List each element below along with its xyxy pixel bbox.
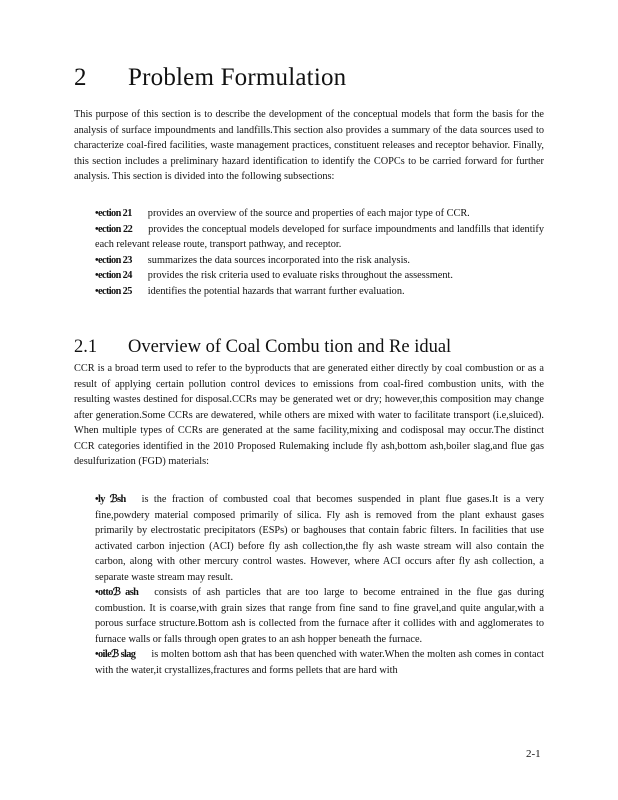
chapter-heading xyxy=(74,64,346,92)
chapter-number: 2 xyxy=(74,64,87,91)
list-item xyxy=(81,268,544,284)
material-text: is the fraction of combusted coal that becomes suspended in plant flue gases.It is a very fine,powdery material composed primarily of silica. Fly ash is removed from the plant exhaust gases primarily by electrostatic precipitators (ESPs) or baghouses that contain fabric filters. In facilities that use activated carbon injection (ACI) before fly ash collection,the fly ash waste stream will also contain the carbon, along with other mercury control wastes. However, where ACI occurs after fly ash collection, a separate waste stream may result. xyxy=(95,494,544,583)
subsection-text: provides an overview of the source and properties of each major type of CCR. xyxy=(147,208,470,219)
chapter-title: Problem Formulation xyxy=(128,64,347,91)
list-item xyxy=(81,206,544,222)
subsection-label: •ection 25 xyxy=(95,285,132,297)
list-item xyxy=(81,253,544,269)
list-item xyxy=(81,492,544,585)
intro-paragraph: This purpose of this section is to describe the development of the conceptual models that form the basis for the analysis of surface impoundments and landfills.This section also provides a summary of the data sources used to characterize coal-fired facilities, waste management practices, constituent releases and receptor behavior. Finally, this section includes a preliminary hazard identification to identify the COPCs to be carried forward for further analysis. This section is divided into the following subsections: xyxy=(74,109,544,182)
subsection-label: •ection 22 xyxy=(95,223,133,235)
material-label: •ottoℬ ash xyxy=(95,587,139,598)
subsection-label: •ection 21 xyxy=(95,208,132,219)
subsection-text: provides the conceptual models developed for surface impoundments and landfills that identify each relevant release route, transport pathway, and receptor. xyxy=(95,223,544,250)
material-text: consists of ash particles that are too large to become entrained in the flue gas during combustion. It is coarse,with grain sizes that range from fine sand to fine gravel,and quite angular,with a porous surface structure.Bottom ash is collected from the furnace after it collides with and agglomerates to furnace walls or falls through open grates to an ash hopper beneath the furnace. xyxy=(95,587,544,645)
section-number: 2.1 xyxy=(74,337,98,357)
material-label: •oileℬ slag xyxy=(95,649,136,660)
subsection-text: summarizes the data sources incorporated into the risk analysis. xyxy=(147,254,411,266)
subsection-label: •ection 23 xyxy=(95,254,132,266)
material-list xyxy=(81,492,544,678)
subsection-text: identifies the potential hazards that warrant further evaluation. xyxy=(147,285,405,297)
material-label: •ly ℬsh xyxy=(95,494,126,505)
list-item xyxy=(81,284,544,300)
subsection-text: provides the risk criteria used to evaluate risks throughout the assessment. xyxy=(147,270,453,281)
subsection-list xyxy=(81,206,544,299)
page-number: 2-1 xyxy=(526,748,541,760)
section-heading xyxy=(74,337,451,358)
section-title: Overview of Coal Combu tion and Re idual xyxy=(128,337,452,357)
material-text: is molten bottom ash that has been quenched with water.When the molten ash comes in contact with the water,it crystallizes,fractures and forms pellets that are hard with xyxy=(95,649,545,676)
list-item xyxy=(81,647,544,678)
subsection-label: •ection 24 xyxy=(95,270,132,281)
list-item xyxy=(81,222,544,253)
list-item xyxy=(81,585,544,647)
section-paragraph: CCR is a broad term used to refer to the byproducts that are generated either directly by coal combustion or as a result of applying certain pollution control devices to emissions from coal-fired combustion units, with the resulting wastes destined for disposal.CCRs may be generated wet or dry; however,this composition may change after generation.Some CCRs are dewatered, while others are mixed with water to facilitate transport (i.e,sluiced). When multiple types of CCRs are generated at the same facility,mixing and codisposal may occur.The distinct CCR categories identified in the 2010 Proposed Rulemaking include fly ash,bottom ash,boiler slag,and flue gas desulfurization (FGD) materials: xyxy=(74,363,544,467)
